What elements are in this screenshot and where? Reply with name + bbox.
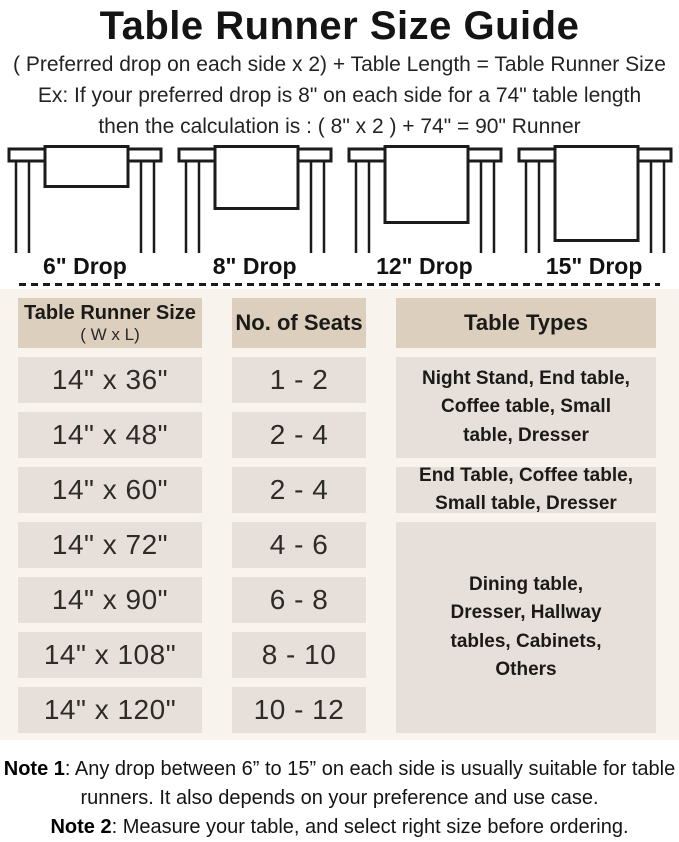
drop-label-6: 6" Drop: [43, 253, 127, 279]
size-cell-6: 14" x 108": [18, 632, 202, 678]
table-types-cell-rows-1-2: Night Stand, End table, Coffee table, Small table, Dresser: [396, 357, 656, 458]
header-table-types: Table Types: [396, 298, 656, 348]
seats-cell-3: 2 - 4: [232, 467, 366, 513]
note-2-text: : Measure your table, and select right size before ordering.: [111, 816, 629, 838]
table-types-cell-rows-4-7: Dining table, Dresser, Hallway tables, Cabinets, Others: [396, 522, 656, 733]
table-runner-12-drop-icon: [340, 145, 510, 253]
example-line-1: Ex: If your preferred drop is 8" on each side for a 74" table length: [37, 84, 642, 107]
seats-cell-4: 4 - 6: [232, 522, 366, 568]
drop-labels-row: [0, 253, 679, 280]
seats-cell-1: 1 - 2: [232, 357, 366, 403]
table-8-drop-illustration: [170, 145, 340, 253]
note-1: [2, 755, 677, 813]
table-12-drop-illustration: [340, 145, 510, 253]
seats-cell-6: 8 - 10: [232, 632, 366, 678]
table-runner-15-drop-icon: [510, 145, 679, 253]
size-cell-5: 14" x 90": [18, 577, 202, 623]
header-runner-size: [18, 298, 202, 348]
dashed-divider: [19, 283, 660, 286]
drop-label-8: 8" Drop: [212, 253, 297, 279]
size-table-section: [0, 289, 679, 740]
notes-section: [0, 755, 679, 842]
note-1-label: Note 1: [3, 758, 65, 780]
drop-label-15: 15" Drop: [545, 253, 643, 279]
seats-cell-5: 6 - 8: [232, 577, 366, 623]
seats-cell-2: 2 - 4: [232, 412, 366, 458]
intro-section: [0, 0, 679, 142]
header-runner-size-sub: ( W x L): [80, 324, 140, 344]
drop-illustrations: [0, 145, 679, 253]
seats-cell-7: 10 - 12: [232, 687, 366, 733]
header-runner-size-title: Table Runner Size: [24, 301, 196, 324]
table-15-drop-illustration: [510, 145, 679, 253]
table-6-drop-illustration: [0, 145, 170, 253]
note-2-label: Note 2: [50, 816, 112, 838]
formula-line: ( Preferred drop on each side x 2) + Table Length = Table Runner Size: [13, 53, 666, 76]
drop-label-12: 12" Drop: [376, 253, 473, 279]
example-line-2: then the calculation is : ( 8" x 2 ) + 74" = 90" Runner: [98, 115, 581, 138]
page-title: Table Runner Size Guide: [99, 4, 580, 48]
note-1-text: : Any drop between 6” to 15” on each side is usually suitable for table runners. It also depends on your preference and use case.: [64, 758, 676, 809]
size-table: [0, 298, 679, 733]
header-no-of-seats: No. of Seats: [232, 298, 366, 348]
table-types-cell-row-3: End Table, Coffee table, Small table, Dresser: [396, 467, 656, 513]
size-cell-2: 14" x 48": [18, 412, 202, 458]
size-cell-7: 14" x 120": [18, 687, 202, 733]
table-runner-6-drop-icon: [0, 145, 170, 253]
size-cell-4: 14" x 72": [18, 522, 202, 568]
note-2: [2, 813, 677, 842]
size-cell-3: 14" x 60": [18, 467, 202, 513]
size-cell-1: 14" x 36": [18, 357, 202, 403]
table-runner-8-drop-icon: [170, 145, 340, 253]
